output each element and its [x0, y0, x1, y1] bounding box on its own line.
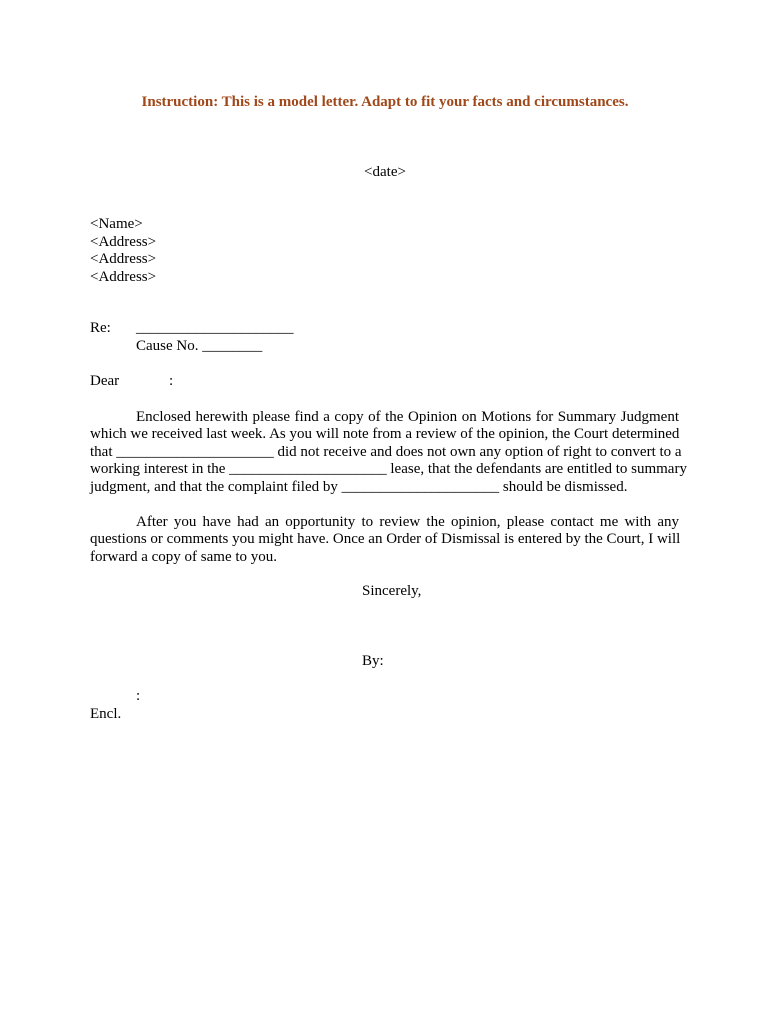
cause-number: Cause No. ________ [136, 338, 263, 354]
paragraph-line: judgment, and that the complaint filed by _____________________ should be dismissed. [90, 478, 628, 495]
body-paragraph-2 [90, 514, 679, 566]
closing-sincerely: Sincerely, [362, 583, 422, 599]
recipient-address-line: <Address> [90, 268, 157, 285]
recipient-address-line: <Address> [90, 233, 157, 250]
paragraph-line: questions or comments you might have. Once an Order of Dismissal is entered by the Court, I will [90, 531, 681, 548]
re-label: Re: [90, 320, 111, 336]
instruction-note: Instruction: This is a model letter. Adapt to fit your facts and circumstances. [141, 94, 629, 110]
recipient-address-line: <Address> [90, 251, 157, 267]
paragraph-line: working interest in the _____________________ lease, that the defendants are entitled to summary [90, 461, 687, 478]
salutation-dear: Dear [90, 373, 120, 389]
re-subject-blank: _____________________ [136, 320, 294, 336]
signature-by: By: [362, 653, 384, 669]
body-paragraph-1 [90, 409, 687, 496]
initials-colon: : [136, 688, 141, 704]
paragraph-line: After you have had an opportunity to review the opinion, please contact me with any [136, 514, 679, 530]
salutation-colon: : [169, 373, 174, 389]
paragraph-line: that _____________________ did not receive and does not own any option of right to convert to a [90, 443, 682, 460]
enclosure-note: Encl. [90, 706, 122, 722]
paragraph-line: which we received last week. As you will note from a review of the opinion, the Court determined [90, 426, 680, 443]
paragraph-line: Enclosed herewith please find a copy of the Opinion on Motions for Summary Judgment [136, 409, 679, 425]
recipient-name: <Name> [90, 216, 143, 232]
letter-date: <date> [364, 164, 406, 180]
paragraph-line: forward a copy of same to you. [90, 548, 278, 565]
recipient-block [90, 216, 156, 286]
